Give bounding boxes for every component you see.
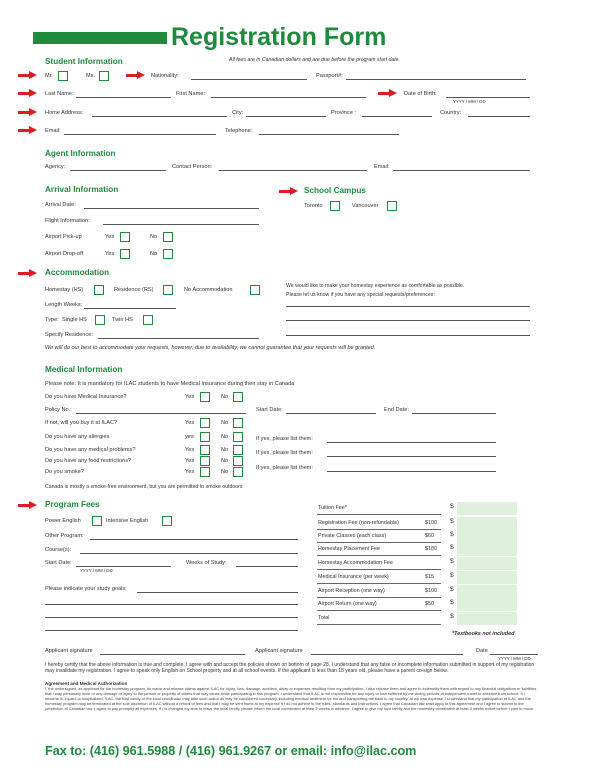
dob-field[interactable] <box>446 97 530 98</box>
agent-info-heading: Agent Information <box>45 149 116 158</box>
fee-amount: $100 <box>425 520 437 526</box>
fee-label: Airport Reception (one way) <box>318 588 385 594</box>
applicant-signature-field-2[interactable] <box>311 654 463 655</box>
medical-note: Please note: It is mandatory for ILAC students to have Medical Insurance during their stay in Canada <box>45 381 295 387</box>
food-restrictions-list-field[interactable] <box>327 471 496 472</box>
fee-value-field[interactable] <box>457 502 517 515</box>
dropoff-no-label: No <box>150 251 158 257</box>
preferences-line-2[interactable] <box>286 320 530 321</box>
first-name-label: First Name: <box>176 91 205 97</box>
fee-row <box>317 530 517 543</box>
fee-value-field[interactable] <box>457 585 517 598</box>
fee-label: Homestay Placement Fee <box>318 546 381 552</box>
q6-no-checkbox[interactable] <box>233 467 243 477</box>
city-label: City: <box>232 110 244 116</box>
school-campus-heading: School Campus <box>304 186 366 195</box>
fee-value-field[interactable] <box>457 557 517 570</box>
study-goals-field-1[interactable] <box>137 592 298 593</box>
required-arrow-icon <box>18 269 38 278</box>
q2-no-checkbox[interactable] <box>233 418 243 428</box>
q1-yes-checkbox[interactable] <box>200 392 210 402</box>
flight-info-field[interactable] <box>103 224 259 225</box>
q6-no-label: No <box>221 469 229 475</box>
program-start-format: YYYY / MM / DD <box>80 568 113 573</box>
no-accommodation-label: No Accommodation <box>184 287 233 293</box>
passport-label: Passport#: <box>316 73 343 79</box>
intensive-english-checkbox[interactable] <box>162 516 172 526</box>
signature-date-label: Date <box>476 648 488 654</box>
fee-value-field[interactable] <box>457 612 517 625</box>
applicant-signature-field[interactable] <box>100 654 245 655</box>
signature-date-field[interactable] <box>490 654 538 655</box>
agency-field[interactable] <box>70 170 166 171</box>
q5-yes-label: Yes <box>185 458 195 464</box>
home-address-label: Home Address: <box>45 110 84 116</box>
fee-amount: $180 <box>425 546 437 552</box>
pickup-no-checkbox[interactable] <box>163 232 173 242</box>
fee-row <box>317 557 517 570</box>
policy-no-label: Policy No.: <box>45 407 72 413</box>
smoke-question: Do you smoke? <box>45 469 84 475</box>
fee-label: Private Classes (each class) <box>318 533 387 539</box>
fee-row <box>317 585 517 598</box>
q2-no-label: No <box>221 420 229 426</box>
airport-dropoff-label: Airport Drop-off <box>45 251 84 257</box>
fee-currency: $ <box>450 558 454 565</box>
insurance-end-label: End Date: <box>384 407 409 413</box>
program-fees-heading: Program Fees <box>45 500 100 509</box>
q4-no-checkbox[interactable] <box>233 445 243 455</box>
agent-email-field[interactable] <box>393 170 530 171</box>
dob-format: YYYY / MM / DD <box>453 99 486 104</box>
fee-row <box>317 517 517 530</box>
weeks-of-study-field[interactable] <box>236 566 298 567</box>
q3-yes-checkbox[interactable] <box>200 432 210 442</box>
homestay-label: Homestay (HS) <box>45 287 84 293</box>
nationality-field[interactable] <box>191 79 307 80</box>
certification-text: I hereby certify that the above information is true and complete. I agree with and accept the policies shown on bottom of page 28. I understand that any false or incomplete information submitted in support of my registration may invalidate my registration. I agree to speak only English on School property and at all school events. If the applicant is less than 18 years old, please have a parent co-sign below. <box>45 662 535 675</box>
mr-label: Mr. <box>45 73 53 79</box>
fee-amount: $60 <box>425 533 434 539</box>
q4-no-label: No <box>221 447 229 453</box>
allergies-list-field[interactable] <box>327 442 496 443</box>
other-program-label: Other Program: <box>45 533 84 539</box>
fee-amount: $100 <box>425 588 437 594</box>
pickup-yes-checkbox[interactable] <box>120 232 130 242</box>
smoke-free-note: Canada is mostly a smoke-free environment, but you are permitted to smoke outdoors <box>45 484 243 490</box>
required-arrow-icon <box>126 71 146 80</box>
arrival-date-label: Arrival Date: <box>45 202 76 208</box>
vancouver-label: Vancouver <box>352 203 379 209</box>
q5-no-checkbox[interactable] <box>233 456 243 466</box>
city-field[interactable] <box>246 116 326 117</box>
type-label: Type: <box>45 317 59 323</box>
fee-row-rule <box>317 555 441 556</box>
fee-amount: $15 <box>425 574 434 580</box>
agreement-text: I, the undersigned, as applicant for the homestay program, do waive and release claims against ILAC for injury, loss, damage, accident, delay or expenses resulting from my participation. I also release them and agree to indemnify them with regard to any financial obligations or liabilities that I may personally incur or any damage or injury to the person or property of others that may cause while participating in this program. I understand that ILAC is not responsible for any injury or loss suffered by me during periods of independent travel or absence from school. If I become ill, injured or hospitalized, ILAC, the host family or the local coordinator may take such action as may be considered necessary, including medical treatment for me and transporting me back to my country, at my own expense. I understand that my participation at ILAC and the homestay program may be terminated at the sole discretion of ILAC without a refund of fees and that I may be sent home at my expense if I do not adhere to the rules, standards and instructions. I agree that Canadian law shall apply to this agreement and I agree to submit to the jurisdiction of Canadian law. I agree to pay promptly all expenses. If I is changed my time to leave the local family, please inform the local coordinator at least 2 weeks in advance. I agree to give my host family and the homestay coordinator at least 4 weeks notice before I plan to move. <box>45 686 537 711</box>
applicant-signature-label: Applicant signature <box>45 648 93 654</box>
twin-hs-label: Twin HS <box>112 317 133 323</box>
country-label: Country: <box>440 110 462 116</box>
airport-pickup-label: Airport Pick-up <box>45 234 82 240</box>
q2-yes-checkbox[interactable] <box>200 418 210 428</box>
no-accommodation-checkbox[interactable] <box>250 285 260 295</box>
specify-residence-label: Specify Residence: <box>45 332 93 338</box>
q4-yes-checkbox[interactable] <box>200 445 210 455</box>
arrival-info-heading: Arrival Information <box>45 185 119 194</box>
q3-no-label: No <box>221 434 229 440</box>
fee-label: Homestay Accommodation Fee <box>318 560 393 566</box>
allergies-question: Do you have any allergies <box>45 434 110 440</box>
mr-checkbox[interactable] <box>58 71 68 81</box>
q5-no-label: No <box>221 458 229 464</box>
insurance-start-field[interactable] <box>286 413 376 414</box>
passport-field[interactable] <box>346 79 526 80</box>
fees-note: All fees are in Canadian dollars and are due before the program start date. <box>229 57 401 63</box>
telephone-label: Telephone: <box>225 128 253 134</box>
fee-label: Tuition Fee* <box>318 505 347 511</box>
other-program-field[interactable] <box>90 539 298 540</box>
q6-yes-checkbox[interactable] <box>200 467 210 477</box>
fee-value-field[interactable] <box>457 571 517 584</box>
province-label: Province : <box>331 110 356 116</box>
dob-label: Date of Birth: <box>404 91 437 97</box>
power-english-label: Power English <box>45 518 81 524</box>
buy-at-ilac-question: If not, will you buy it at ILAC? <box>45 420 118 426</box>
required-arrow-icon <box>18 501 38 510</box>
courses-field[interactable] <box>80 553 298 554</box>
length-weeks-label: Length Weeks: <box>45 302 83 308</box>
toronto-label: Toronto <box>304 203 323 209</box>
required-arrow-icon <box>18 126 38 135</box>
agent-email-label: Email: <box>374 164 390 170</box>
medical-problems-question: Do you have any medical problems? <box>45 447 136 453</box>
last-name-field[interactable] <box>76 97 171 98</box>
fee-currency: $ <box>450 572 454 579</box>
email-label: Email: <box>45 128 61 134</box>
agreement-heading: Agreement and Medical Authorization <box>45 681 128 686</box>
fee-row <box>317 502 517 515</box>
study-goals-field-4[interactable] <box>45 630 298 631</box>
home-address-field[interactable] <box>92 116 227 117</box>
single-hs-label: Single HS <box>62 317 87 323</box>
q1-yes-label: Yes <box>185 394 195 400</box>
telephone-field[interactable] <box>259 134 399 135</box>
preferences-line-1[interactable] <box>286 306 530 307</box>
fee-currency: $ <box>450 599 454 606</box>
food-restrictions-list-label: If yes, please list them: <box>256 465 313 471</box>
fee-row-rule <box>317 624 441 625</box>
fee-label: Total <box>318 615 330 621</box>
nationality-label: Nationality: <box>151 73 179 79</box>
fee-label: Medical Insurance (per week) <box>318 574 389 580</box>
fee-row-rule <box>317 583 441 584</box>
intensive-english-label: Intensive English <box>106 518 149 524</box>
fee-row-rule <box>317 514 441 515</box>
accommodation-disclaimer: We will do our best to accommodate your requests, however, due to availability, we cannot guarantee that your requests will be granted. <box>45 345 376 351</box>
fee-currency: $ <box>450 613 454 620</box>
vancouver-checkbox[interactable] <box>387 201 397 211</box>
q1-no-checkbox[interactable] <box>233 392 243 402</box>
study-goals-label: Please indicate your study goals: <box>45 586 127 592</box>
homestay-checkbox[interactable] <box>94 285 104 295</box>
study-goals-field-2[interactable] <box>45 604 298 605</box>
required-arrow-icon <box>378 89 398 98</box>
fee-value-field[interactable] <box>457 543 517 556</box>
fee-row <box>317 612 517 625</box>
fee-row-rule <box>317 610 441 611</box>
policy-no-field[interactable] <box>76 413 246 414</box>
fee-value-field[interactable] <box>457 517 517 530</box>
contact-person-label: Contact Person: <box>172 164 213 170</box>
fee-currency: $ <box>450 586 454 593</box>
pickup-no-label: No <box>150 234 158 240</box>
q6-yes-label: Yes <box>185 469 195 475</box>
residence-checkbox[interactable] <box>163 285 173 295</box>
fee-currency: $ <box>450 518 454 525</box>
single-hs-checkbox[interactable] <box>95 315 105 325</box>
fee-label: Registration Fee (non-refundable) <box>318 520 399 526</box>
fee-currency: $ <box>450 503 454 510</box>
q3-no-checkbox[interactable] <box>233 432 243 442</box>
arrival-date-field[interactable] <box>84 208 259 209</box>
fee-amount: $50 <box>425 601 434 607</box>
fee-row <box>317 543 517 556</box>
twin-hs-checkbox[interactable] <box>143 315 153 325</box>
homestay-note-1: We would like to make your homestay experience as comfortable as possible. <box>286 283 465 289</box>
applicant-signature-label-2: Applicant signature <box>255 648 303 654</box>
power-english-checkbox[interactable] <box>92 516 102 526</box>
required-arrow-icon <box>18 108 38 117</box>
courses-label: Course(s): <box>45 547 72 553</box>
fee-row-rule <box>317 569 441 570</box>
fax-email-footer: Fax to: (416) 961.5988 / (416) 961.9267 or email: info@ilac.com <box>45 744 417 758</box>
header-green-bar <box>33 32 167 44</box>
insurance-end-field[interactable] <box>412 413 496 414</box>
required-arrow-icon <box>279 187 299 196</box>
q5-yes-checkbox[interactable] <box>200 456 210 466</box>
signature-date-format: YYYY / MM / DD <box>498 656 531 661</box>
program-start-field[interactable] <box>76 566 171 567</box>
flight-info-label: Flight Information: <box>45 218 90 224</box>
food-restrictions-question: Do you have any food restrictions? <box>45 458 132 464</box>
residence-label: Residence (RS) <box>114 287 154 293</box>
q3-yes-label: yes <box>185 434 194 440</box>
dropoff-no-checkbox[interactable] <box>163 249 173 259</box>
insurance-start-label: Start Date: <box>256 407 283 413</box>
medical-insurance-question: Do you have Medical Insurance? <box>45 394 127 400</box>
toronto-checkbox[interactable] <box>330 201 340 211</box>
textbooks-footnote: *Textbooks not included <box>452 631 515 637</box>
fee-row <box>317 571 517 584</box>
preferences-line-3[interactable] <box>286 335 530 336</box>
medical-info-heading: Medical Information <box>45 365 123 374</box>
fee-value-field[interactable] <box>457 530 517 543</box>
ms-label: Ms. <box>86 73 96 79</box>
fee-row <box>317 598 517 611</box>
q4-yes-label: Yes <box>185 447 195 453</box>
required-arrow-icon <box>18 89 38 98</box>
dropoff-yes-checkbox[interactable] <box>120 249 130 259</box>
last-name-label: Last Name: <box>45 91 74 97</box>
student-info-heading: Student Information <box>45 57 123 66</box>
fee-label: Airport Return (one way) <box>318 601 377 607</box>
accommodation-heading: Accommodation <box>45 268 110 277</box>
country-field[interactable] <box>468 116 530 117</box>
length-weeks-field[interactable] <box>84 308 176 309</box>
specify-residence-field[interactable] <box>98 338 259 339</box>
q2-yes-label: Yes <box>185 420 195 426</box>
first-name-field[interactable] <box>211 97 366 98</box>
fee-value-field[interactable] <box>457 598 517 611</box>
contact-person-field[interactable] <box>219 170 367 171</box>
pickup-yes-label: Yes <box>105 234 115 240</box>
page-title: Registration Form <box>171 23 387 51</box>
fee-currency: $ <box>450 544 454 551</box>
dropoff-yes-label: Yes <box>105 251 115 257</box>
required-arrow-icon <box>18 71 38 80</box>
medical-problems-list-label: If yes, please list them: <box>256 450 313 456</box>
medical-problems-list-field[interactable] <box>327 456 496 457</box>
homestay-note-2: Please let us know if you have any special requests/preferences: <box>286 292 435 298</box>
weeks-of-study-label: Weeks of Study: <box>186 560 227 566</box>
program-start-label: Start Date: <box>45 560 72 566</box>
q1-no-label: No <box>221 394 229 400</box>
fee-currency: $ <box>450 531 454 538</box>
province-field[interactable] <box>362 116 432 117</box>
agency-label: Agency: <box>45 164 66 170</box>
email-field[interactable] <box>64 134 216 135</box>
ms-checkbox[interactable] <box>99 71 109 81</box>
allergies-list-label: If yes, please list them: <box>256 436 313 442</box>
study-goals-field-3[interactable] <box>45 617 298 618</box>
